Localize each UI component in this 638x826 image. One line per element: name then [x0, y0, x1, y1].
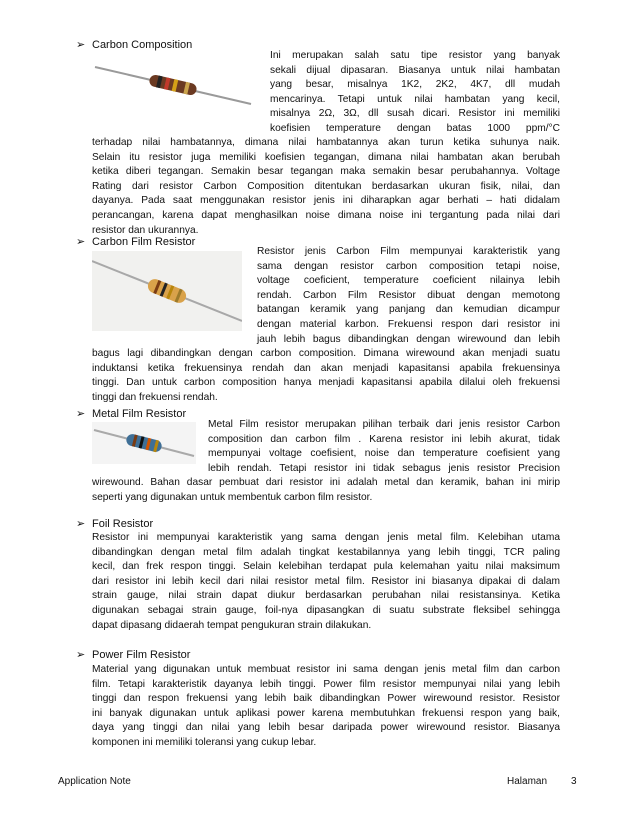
- section-heading-foil: ➢ Foil Resistor: [76, 518, 154, 530]
- section-heading-carbon-composition: ➢ Carbon Composition: [76, 39, 193, 51]
- paragraph-carbon-film-bottom: bagus lagi dibandingkan dengan carbon composition. Dimana wirewound akan menjadi suatu induktansi ketika frekuensinya rendah dan akan menjadi kapasitansi apabila frekuensinya tinggi. Dan untuk carbon composition hanya menjadi kapasitansi apabila dilalui oleh frekuensi tinggi dan frekuensi rendah.: [92, 348, 560, 403]
- arrow-bullet-icon: ➢: [76, 649, 86, 661]
- paragraph-carbon-composition-top: Ini merupakan salah satu tipe resistor yang banyak sekali dijual dipasaran. Biasanya untuk nilai hambatan yang besar, misalnya 1K2, 2K2, 4K7, dll mudah mencarinya. Tetapi untuk nilai hambatan yang kecil, misalnya 2Ω, 3Ω, dll susah dicari. Resistor ini memiliki koefisien temperature dengan batas 1000 ppm/°C: [270, 50, 560, 134]
- paragraph-power-film: Material yang digunakan untuk membuat resistor ini sama dengan jenis metal film dan carbon film. Tetapi karakteristik dayanya lebih tinggi. Power film resistor mempunyai nilai yang lebih tinggi dan respon frekuensi yang lebih baik dibandingkan Power wirewound resistor. Resistor ini banyak digunakan untuk aplikasi power karena membutuhkan frekuensi respon yang baik, daya yang tinggi dan nilai yang lebih besar daripada power wirewound resistor. Biasanya komponen ini memiliki toleransi yang cukup lebar.: [92, 664, 560, 748]
- metal-film-resistor-image: [92, 422, 196, 464]
- paragraph-metal-film-bottom: wirewound. Bahan dasar pembuat dari resistor ini adalah metal dan keramik, bahan ini mirip seperti yang digunakan untuk membentuk carbon film resistor.: [92, 477, 560, 503]
- arrow-bullet-icon: ➢: [76, 408, 86, 420]
- footer-left-text: Application Note: [58, 776, 131, 787]
- section-heading-carbon-film: ➢ Carbon Film Resistor: [76, 236, 196, 248]
- carbon-film-resistor-image: [92, 251, 242, 331]
- arrow-bullet-icon: ➢: [76, 518, 86, 530]
- footer-page-number: 3: [571, 776, 577, 787]
- carbon-composition-resistor-image: [93, 55, 253, 110]
- arrow-bullet-icon: ➢: [76, 236, 86, 248]
- paragraph-carbon-film-top: Resistor jenis Carbon Film mempunyai karakteristik yang sama dengan resistor carbon composition tetapi noise, voltage coeficient, temperature coeficient nilainya lebih rendah. Carbon Film Resistor dibuat dengan memotong batangan keramik yang panjang dan kemudian dicampur dengan material karbon. Frekuensi respon dari resistor ini jauh lebih bagus dibandingkan dengan wirewound dan lebih: [257, 246, 560, 345]
- arrow-bullet-icon: ➢: [76, 39, 86, 51]
- section-heading-power-film: ➢ Power Film Resistor: [76, 649, 191, 661]
- paragraph-carbon-composition-bottom: terhadap nilai hambatannya, dimana nilai hambatannya akan turun ketika suhunya naik. Selain itu resistor juga memiliki koefisien tegangan, dimana nilai hambatan akan berubah ketika diberi tegangan. Semakin besar tegangan maka semakin besar perubahannya. Voltage Rating dari resistor Carbon Composition ditentukan berdasarkan ukuran fisik, nilai, dan dayanya. Pada saat menggunakan resistor jenis ini diharapkan agar berhati – hati didalam perancangan, karena dapat menghasilkan noise dimana noise ini tergantung pada nilai dari resistor dan ukurannya.: [92, 137, 560, 236]
- footer-page-label: Halaman: [507, 776, 548, 787]
- paragraph-metal-film-top: Metal Film resistor merupakan pilihan terbaik dari jenis resistor Carbon composition dan carbon film . Karena resistor ini lebih akurat, tidak mempunyai voltage coefisient, noise dan temperature coefisient yang lebih rendah. Tetapi resistor ini tidak sebagus jenis resistor Precision: [208, 419, 560, 474]
- paragraph-foil: Resistor ini mempunyai karakteristik yang sama dengan jenis metal film. Kelebihan utama dibandingkan dengan metal film adalah tingkat kestabilannya yang lebih tinggi, TCR paling kecil, dan frek respon tinggi. Selain kelebihan terdapat pula kelemahan yaitu nilai maksimum dari resistor ini lebih kecil dari nilai resistor metal film. Resistor ini biasanya dipakai di dalam strain gauge, nilai strain dapat diukur berdasarkan perubahan nilai resistansinya. Ketika digunakan sebagai strain gauge, foil-nya dipasangkan di suatu substrate fleksibel sehingga dapat dipasang didaerah tempat pengukuran strain dilakukan.: [92, 532, 560, 631]
- section-heading-metal-film: ➢ Metal Film Resistor: [76, 408, 187, 420]
